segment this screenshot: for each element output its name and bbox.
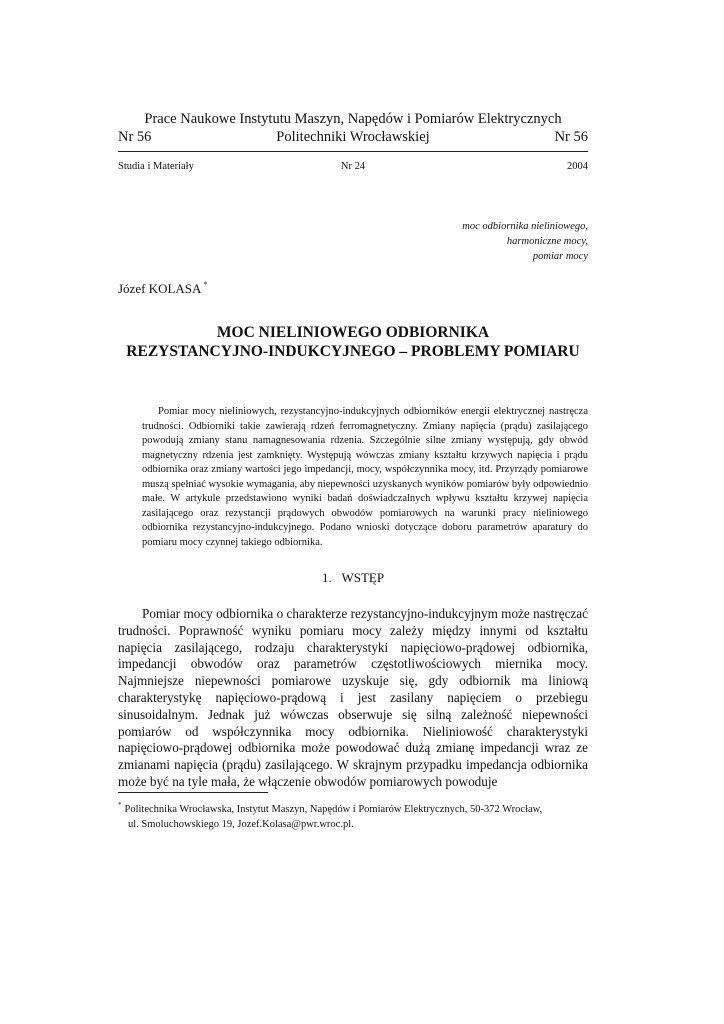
- publication-year: 2004: [567, 161, 588, 172]
- section-number: 1.: [321, 570, 332, 585]
- issue-number-right: Nr 56: [554, 129, 588, 145]
- issue-number-left: Nr 56: [118, 129, 152, 145]
- section-heading: [118, 570, 588, 586]
- journal-title: Prace Naukowe Instytutu Maszyn, Napędów i Pomiarów Elektrycznych: [144, 111, 562, 127]
- abstract: [142, 405, 588, 550]
- body-paragraph: Pomiar mocy odbiornika o charakterze rezystancyjno-indukcyjnym może nastręczać trudności. Poprawność wyniku pomiaru mocy zależy między innymi od kształtu napięcia zasilającego, rodzaju charakterystyki napięciowo-prądowej odbiornika, impedancji obwodów oraz parametrów częstotliwościowych miernika mocy. Najmniejsze niepewności pomiarowe uzyskuje się, gdy odbiornik ma liniową charakterystykę napięciowo-prądową i jest zasilany napięciem o przebiegu sinusoidalnym. Jednak już wówczas obserwuje się silną zależność niepewności pomiarów od współczynnika mocy odbiornika. Nieliniowość charakterystyki napięciowo-prądowej odbiornika może powodować dużą zmianę impedancji wraz ze zmianami napięcia (prądu) zasilającego. W skrajnym przypadku impedancja odbiornika może być na tyle mała, że włączenie obwodów pomiarowych powoduje: [118, 606, 588, 789]
- keyword: harmoniczne mocy,: [506, 236, 588, 247]
- keyword: pomiar mocy: [532, 251, 588, 262]
- paper-title-line: MOC NIELINIOWEGO ODBIORNIKA: [216, 324, 490, 341]
- section-title: WSTĘP: [341, 570, 385, 585]
- header-divider: [118, 151, 588, 152]
- footnote-mark: *: [118, 801, 122, 809]
- keyword: moc odbiornika nieliniowego,: [462, 221, 588, 232]
- footnote-line: [118, 798, 588, 817]
- footnote-divider: [118, 792, 268, 793]
- paper-title-line: REZYSTANCYJNO-INDUKCYJNEGO – PROBLEMY POMIARU: [126, 343, 580, 360]
- footnote-address: ul. Smoluchowskiego 19, Jozef.Kolasa@pwr.wroc.pl.: [128, 819, 354, 830]
- footnote-affiliation: Politechnika Wrocławska, Instytut Maszyn, Napędów i Pomiarów Elektrycznych, 50-372 Wrocław,: [124, 804, 543, 815]
- institution-name: Politechniki Wrocławskiej: [276, 129, 430, 145]
- author-footnote-mark: *: [203, 280, 208, 289]
- author: [118, 277, 207, 297]
- keywords: [388, 219, 588, 264]
- series-name: Studia i Materiały: [118, 161, 194, 172]
- footnote: [118, 798, 588, 832]
- abstract-text: Pomiar mocy nieliniowych, rezystancyjno-indukcyjnych odbiorników energii elektrycznej nastręcza trudności. Odbiorniki takie zawierają rdzeń ferromagnetyczny. Zmiany napięcia (prądu) zasilającego powodują zmiany stanu namagnesowania rdzenia. Szczególnie silne zmiany występują, gdy obwód magnetyczny rdzenia jest zamknięty. Występują wówczas zmiany kształtu krzywych napięcia i prądu odbiornika oraz zmiany wartości jego impedancji, mocy, współczynnika mocy, itd. Przyrządy pomiarowe muszą spełniać wysokie wymagania, aby niepewności uzyskanych wyników pomiarów były odpowiednio małe. W artykule przedstawiono wyniki badań doświadczalnych wpływu kształtu krzywej napięcia zasilającego oraz rezystancji prądowych obwodów pomiarowych na warunki pracy nieliniowego odbiornika rezystancyjno-indukcyjnego. Podano wnioski dotyczące doboru parametrów aparatury do pomiaru mocy czynnej takiego odbiornika.: [142, 406, 588, 548]
- body-text: [118, 606, 588, 791]
- author-name: Józef KOLASA: [118, 281, 202, 296]
- paper-title: [118, 323, 588, 361]
- series-number: Nr 24: [340, 161, 366, 172]
